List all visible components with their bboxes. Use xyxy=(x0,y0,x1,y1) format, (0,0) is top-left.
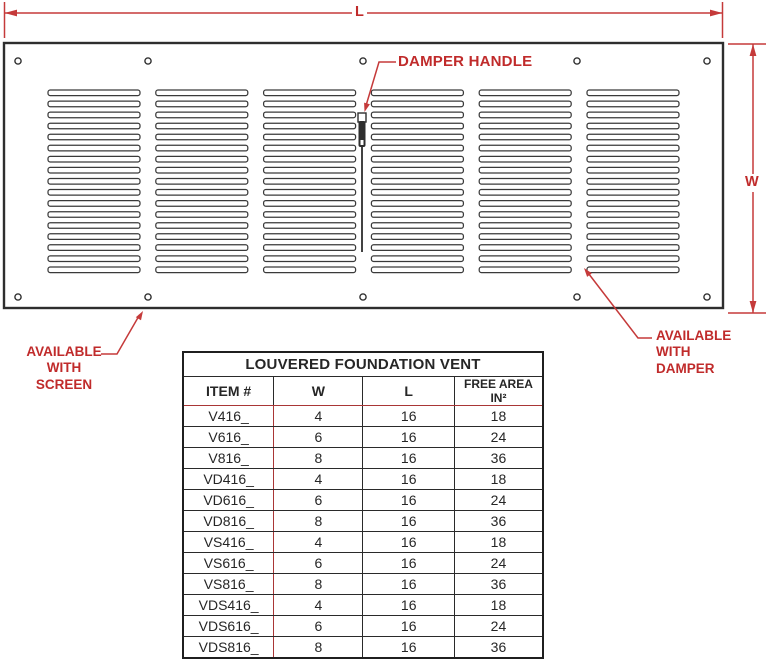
value-cell: 16 xyxy=(363,490,454,511)
value-cell: 8 xyxy=(274,574,363,595)
note-line: AVAILABLE WITH xyxy=(656,328,732,360)
louver-slat xyxy=(371,256,463,262)
louver-slat xyxy=(156,123,248,129)
value-cell: 18 xyxy=(454,595,543,616)
value-cell: 16 xyxy=(363,469,454,490)
louver-slat xyxy=(371,134,463,140)
table-row xyxy=(183,511,543,532)
louver-slat xyxy=(371,234,463,240)
louver-slat xyxy=(156,167,248,173)
louver-slat xyxy=(156,234,248,240)
louver-slat xyxy=(48,156,140,162)
value-cell: 4 xyxy=(274,595,363,616)
value-cell: 24 xyxy=(454,490,543,511)
table-row xyxy=(183,574,543,595)
louver-slat xyxy=(264,167,356,173)
louver-slat xyxy=(264,179,356,185)
item-number-cell: VD816_ xyxy=(183,511,274,532)
value-cell: 36 xyxy=(454,511,543,532)
louver-slat xyxy=(48,123,140,129)
screw-hole xyxy=(704,58,710,64)
louver-slat xyxy=(479,123,571,129)
value-cell: 16 xyxy=(363,406,454,427)
louver-slat xyxy=(587,212,679,218)
louver-slat xyxy=(587,90,679,96)
louver-slat xyxy=(371,112,463,118)
screw-hole xyxy=(574,294,580,300)
item-number-cell: VD416_ xyxy=(183,469,274,490)
table-row xyxy=(183,448,543,469)
louver-slat xyxy=(479,223,571,229)
screw-hole xyxy=(360,294,366,300)
value-cell: 8 xyxy=(274,637,363,659)
value-cell: 18 xyxy=(454,406,543,427)
louver-slat xyxy=(371,223,463,229)
screw-hole xyxy=(360,58,366,64)
value-cell: 16 xyxy=(363,637,454,659)
value-cell: 8 xyxy=(274,448,363,469)
value-cell: 24 xyxy=(454,553,543,574)
louver-slat xyxy=(156,190,248,196)
value-cell: 16 xyxy=(363,448,454,469)
screw-hole xyxy=(145,58,151,64)
louver-slat xyxy=(264,134,356,140)
louver-slat xyxy=(371,179,463,185)
value-cell: 16 xyxy=(363,595,454,616)
louver-slat xyxy=(264,223,356,229)
value-cell: 36 xyxy=(454,574,543,595)
louver-slat xyxy=(371,267,463,273)
louver-slat xyxy=(479,201,571,207)
louver-slat xyxy=(48,112,140,118)
louver-slat xyxy=(156,212,248,218)
item-number-cell: VS416_ xyxy=(183,532,274,553)
screw-hole xyxy=(704,294,710,300)
louver-slat xyxy=(48,256,140,262)
value-cell: 36 xyxy=(454,448,543,469)
value-cell: 18 xyxy=(454,532,543,553)
table-row xyxy=(183,532,543,553)
louver-slat xyxy=(371,101,463,107)
width-dim-label: W xyxy=(742,174,762,192)
louver-slat xyxy=(587,267,679,273)
louver-slat xyxy=(48,223,140,229)
louver-slat xyxy=(479,179,571,185)
louver-slat xyxy=(156,179,248,185)
table-row xyxy=(183,469,543,490)
table-row xyxy=(183,427,543,448)
louver-slat xyxy=(587,101,679,107)
louver-slat xyxy=(479,212,571,218)
value-cell: 24 xyxy=(454,616,543,637)
louver-slat xyxy=(48,101,140,107)
louver-slat xyxy=(264,245,356,251)
louver-slat xyxy=(479,145,571,151)
louver-slat xyxy=(587,134,679,140)
length-dim-label: L xyxy=(352,4,367,22)
note-line: WITH xyxy=(46,360,82,376)
louver-slat xyxy=(156,145,248,151)
louver-slat xyxy=(264,212,356,218)
note-line: AVAILABLE xyxy=(26,344,102,359)
value-cell: 16 xyxy=(363,553,454,574)
item-number-cell: VDS816_ xyxy=(183,637,274,659)
louver-slat xyxy=(156,245,248,251)
louver-slat xyxy=(587,245,679,251)
louver-slat xyxy=(371,123,463,129)
louver-slat xyxy=(479,234,571,240)
louver-slat xyxy=(156,112,248,118)
louver-slat xyxy=(48,145,140,151)
louver-slat xyxy=(479,190,571,196)
value-cell: 6 xyxy=(274,553,363,574)
item-number-cell: V616_ xyxy=(183,427,274,448)
louver-slat xyxy=(264,90,356,96)
available-with-damper-note xyxy=(656,328,768,377)
louver-slat xyxy=(479,101,571,107)
item-number-cell: VS616_ xyxy=(183,553,274,574)
louver-slat xyxy=(156,267,248,273)
value-cell: 4 xyxy=(274,469,363,490)
louver-slat xyxy=(48,201,140,207)
item-number-cell: V416_ xyxy=(183,406,274,427)
louver-slat xyxy=(48,90,140,96)
louver-slat xyxy=(48,167,140,173)
louver-slat xyxy=(371,90,463,96)
louver-slat xyxy=(587,145,679,151)
table-title: LOUVERED FOUNDATION VENT xyxy=(183,352,543,377)
value-cell: 4 xyxy=(274,406,363,427)
louver-slat xyxy=(156,90,248,96)
value-cell: 16 xyxy=(363,532,454,553)
louver-slat xyxy=(587,112,679,118)
value-cell: 8 xyxy=(274,511,363,532)
table-row xyxy=(183,637,543,659)
louver-slat xyxy=(371,145,463,151)
louver-slat xyxy=(371,201,463,207)
louver-slat xyxy=(264,201,356,207)
damper-handle-label: DAMPER HANDLE xyxy=(398,53,533,70)
value-cell: 16 xyxy=(363,616,454,637)
item-number-cell: V816_ xyxy=(183,448,274,469)
value-cell: 18 xyxy=(454,469,543,490)
col-header-item: ITEM # xyxy=(183,377,274,406)
available-with-screen-note xyxy=(22,344,106,393)
louver-slat xyxy=(479,112,571,118)
louver-slat xyxy=(264,267,356,273)
louver-slat xyxy=(587,234,679,240)
louver-slat xyxy=(48,212,140,218)
note-line: DAMPER xyxy=(656,360,715,376)
table-header-row xyxy=(183,377,543,406)
louver-slat xyxy=(264,256,356,262)
louver-slat xyxy=(264,234,356,240)
louver-slat xyxy=(156,156,248,162)
louver-slat xyxy=(587,167,679,173)
table-row xyxy=(183,406,543,427)
louver-slat xyxy=(156,256,248,262)
louver-slat xyxy=(48,234,140,240)
louver-slat xyxy=(587,179,679,185)
item-number-cell: VDS616_ xyxy=(183,616,274,637)
louver-slat xyxy=(587,223,679,229)
louver-slat xyxy=(587,156,679,162)
louver-slat xyxy=(587,190,679,196)
value-cell: 16 xyxy=(363,574,454,595)
value-cell: 36 xyxy=(454,637,543,659)
louver-slat xyxy=(371,190,463,196)
louver-slat xyxy=(156,134,248,140)
louver-slat xyxy=(479,156,571,162)
col-header-w: W xyxy=(274,377,363,406)
louver-slat xyxy=(479,267,571,273)
louver-slat xyxy=(264,101,356,107)
louver-slat xyxy=(371,156,463,162)
table-row xyxy=(183,595,543,616)
louver-slat xyxy=(371,212,463,218)
louver-slat xyxy=(264,123,356,129)
item-number-cell: VS816_ xyxy=(183,574,274,595)
screw-hole xyxy=(15,294,21,300)
value-cell: 16 xyxy=(363,427,454,448)
note-line: SCREEN xyxy=(35,376,93,392)
spec-table xyxy=(182,351,544,659)
value-cell: 6 xyxy=(274,616,363,637)
louver-slat xyxy=(371,245,463,251)
louver-slat xyxy=(48,134,140,140)
louver-slat xyxy=(587,123,679,129)
screw-hole xyxy=(574,58,580,64)
screen-note-leader xyxy=(101,311,143,354)
table-title-row xyxy=(183,352,543,377)
louver-slat xyxy=(479,167,571,173)
col-header-free-area: FREE AREA IN² xyxy=(454,377,543,406)
item-number-cell: VD616_ xyxy=(183,490,274,511)
louver-slat xyxy=(264,145,356,151)
louver-slat xyxy=(48,267,140,273)
louver-slat xyxy=(264,112,356,118)
col-header-l: L xyxy=(363,377,454,406)
louver-slat xyxy=(156,101,248,107)
louver-slat xyxy=(371,167,463,173)
screw-hole xyxy=(145,294,151,300)
louver-slat xyxy=(479,245,571,251)
table-row xyxy=(183,490,543,511)
louver-slat xyxy=(587,256,679,262)
louver-slat xyxy=(264,156,356,162)
value-cell: 4 xyxy=(274,532,363,553)
screw-hole xyxy=(15,58,21,64)
louver-slat xyxy=(48,179,140,185)
louver-slat xyxy=(48,190,140,196)
louver-slat xyxy=(479,134,571,140)
louver-slat xyxy=(156,201,248,207)
value-cell: 6 xyxy=(274,427,363,448)
table-row xyxy=(183,553,543,574)
value-cell: 6 xyxy=(274,490,363,511)
louver-slat xyxy=(48,245,140,251)
table-row xyxy=(183,616,543,637)
louver-slat xyxy=(156,223,248,229)
item-number-cell: VDS416_ xyxy=(183,595,274,616)
value-cell: 16 xyxy=(363,511,454,532)
louver-slat xyxy=(264,190,356,196)
louver-slat xyxy=(479,256,571,262)
value-cell: 24 xyxy=(454,427,543,448)
louver-slat xyxy=(587,201,679,207)
louver-slat xyxy=(479,90,571,96)
